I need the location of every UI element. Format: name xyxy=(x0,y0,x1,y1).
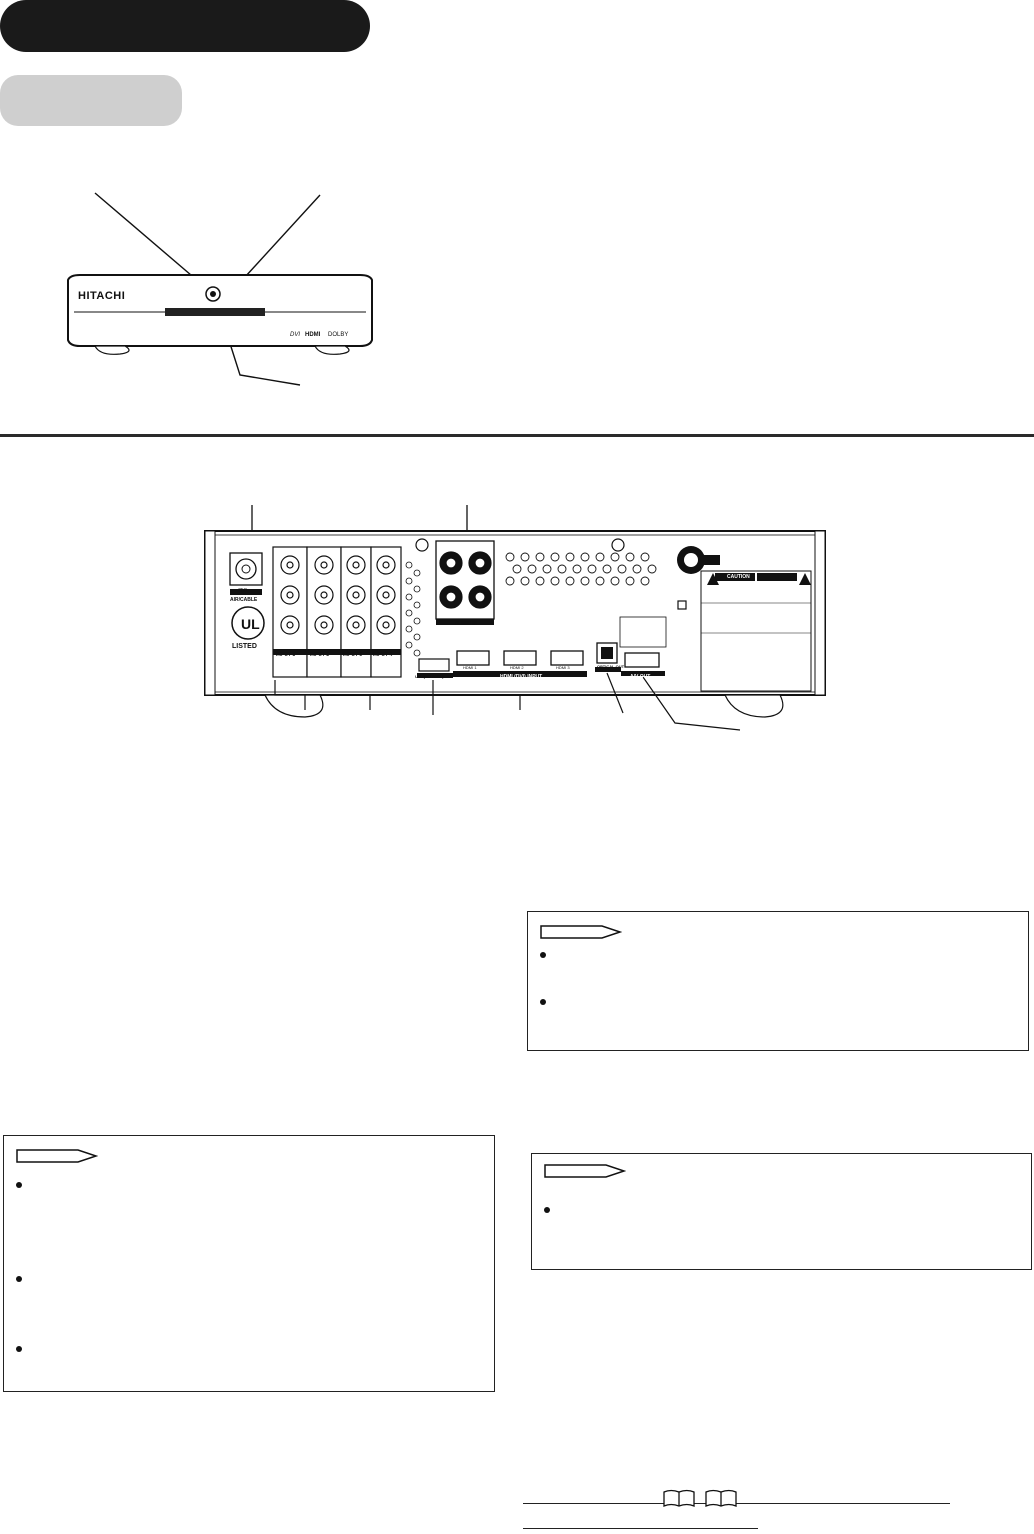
usb-label: USB(SERVICE) xyxy=(415,674,444,679)
rear-panel-illustration xyxy=(195,505,835,745)
note-box-3 xyxy=(531,1153,1032,1270)
reference-line-2 xyxy=(523,1528,758,1529)
hdmi2-label: HDMI 2 xyxy=(510,665,524,670)
bullet-icon xyxy=(16,1182,22,1188)
note-arrow-icon xyxy=(16,1147,98,1165)
section-divider xyxy=(0,434,1034,437)
bullet-icon xyxy=(544,1207,550,1213)
av-out-label: A/V OUT xyxy=(630,674,651,680)
antenna-value: 75Ω xyxy=(238,588,248,594)
hdmi3-label: HDMI 3 xyxy=(556,665,570,670)
hdmi1-label: HDMI 1 xyxy=(463,665,477,670)
antenna-label: AIR/CABLE xyxy=(230,597,258,603)
subsection-title-pill xyxy=(0,75,182,126)
input2-label: INPUT 2 xyxy=(310,652,330,658)
svg-text:UL: UL xyxy=(241,616,260,632)
section-title-pill xyxy=(0,0,370,52)
note-arrow-icon xyxy=(540,923,622,941)
note-box-2 xyxy=(3,1135,495,1392)
input1-label: INPUT 1 xyxy=(276,652,296,658)
caution-label: CAUTION xyxy=(727,574,750,580)
svg-text:DVI: DVI xyxy=(290,332,301,338)
bullet-icon xyxy=(540,999,546,1005)
input4-label: INPUT 4 xyxy=(373,652,393,658)
note-box-1 xyxy=(527,911,1029,1051)
hdmi-input-label: HDMI (DVI) INPUT xyxy=(500,674,543,680)
optical-out-label: OPTICAL OUT xyxy=(597,664,625,669)
front-brand-logo: HITACHI xyxy=(78,290,126,302)
input3-label: INPUT 3 xyxy=(343,652,363,658)
bullet-icon xyxy=(16,1276,22,1282)
book-reference-icons xyxy=(662,1488,740,1508)
bullet-icon xyxy=(540,952,546,958)
audio-in-label: AUDIO IN xyxy=(455,621,478,627)
svg-text:DOLBY: DOLBY xyxy=(328,332,349,338)
book-icon xyxy=(664,1491,694,1507)
note-arrow-icon xyxy=(544,1162,626,1180)
book-icon xyxy=(706,1491,736,1507)
bullet-icon xyxy=(16,1346,22,1352)
cert-listed: LISTED xyxy=(232,643,257,650)
svg-text:HDMI: HDMI xyxy=(305,332,321,338)
